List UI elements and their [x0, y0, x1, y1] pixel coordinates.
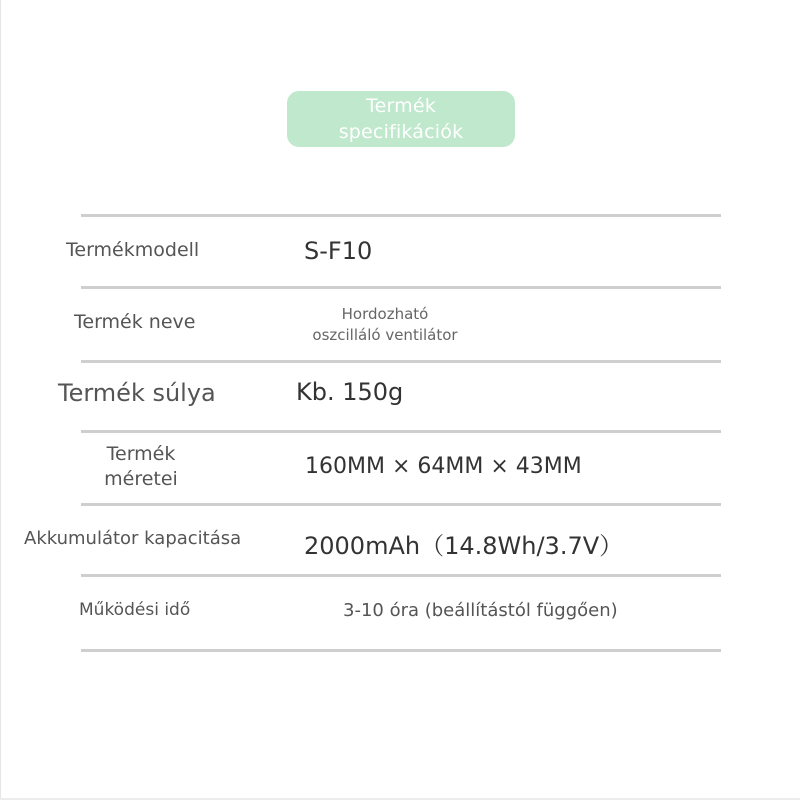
row-divider-bottom: [81, 649, 721, 652]
row-divider-3: [81, 430, 721, 433]
spec-label-battery: Akkumulátor kapacitása: [24, 528, 242, 549]
row-divider-2: [81, 360, 721, 363]
row-divider-4: [81, 503, 721, 506]
row-divider-5: [81, 574, 721, 577]
title-line-2: specifikációk: [338, 121, 464, 143]
page-left-edge: [0, 0, 1, 800]
spec-label-dimensions: [96, 442, 186, 492]
spec-label-model: Termékmodell: [66, 239, 200, 261]
spec-label-dimensions-line-1: Termék: [106, 443, 176, 465]
title-line-1: Termék: [366, 95, 436, 117]
title-badge: [287, 91, 515, 147]
row-divider-top: [81, 214, 721, 217]
spec-value-battery: 2000mAh（14.8Wh/3.7V）: [304, 532, 624, 560]
spec-value-weight: Kb. 150g: [296, 378, 404, 406]
title-text: [301, 93, 501, 145]
spec-label-name: Termék neve: [74, 311, 196, 333]
spec-value-name-line-2: oszcilláló ventilátor: [312, 326, 458, 344]
spec-label-weight: Termék súlya: [58, 379, 216, 407]
spec-value-model: S-F10: [304, 237, 373, 265]
spec-value-runtime: 3-10 óra (beállítástól függően): [343, 600, 618, 621]
spec-label-dimensions-line-2: méretei: [104, 468, 178, 490]
row-divider-1: [81, 286, 721, 289]
spec-value-dimensions: 160MM × 64MM × 43MM: [305, 454, 582, 479]
spec-value-name-line-1: Hordozható: [341, 305, 429, 323]
spec-value-name: [300, 304, 470, 346]
spec-label-runtime: Működési idő: [79, 600, 191, 620]
